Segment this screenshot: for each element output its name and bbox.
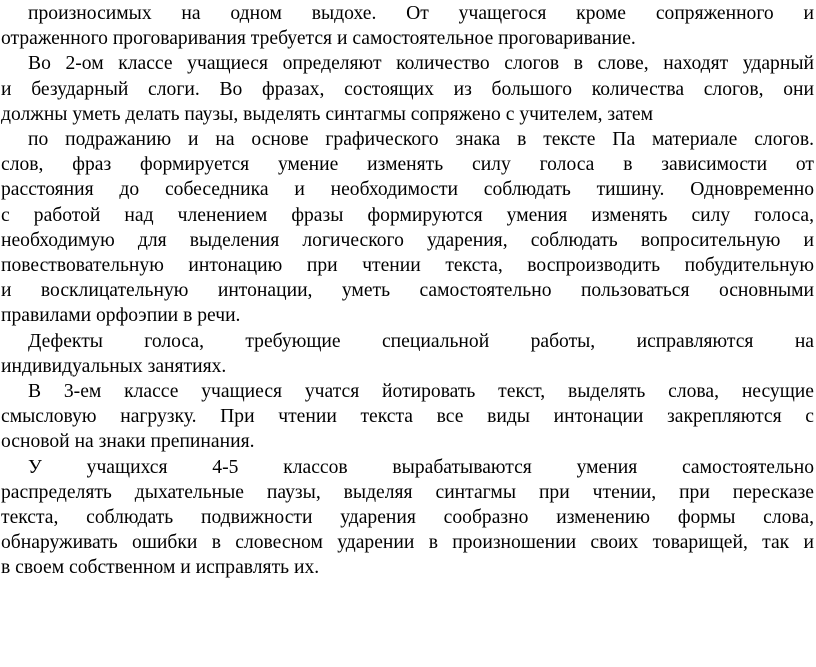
text-line: текста, соблюдать подвижности ударения сообразно изменению формы слова, [1, 507, 814, 528]
text-line: с работой над членением фразы формируются умения изменять силу голоса, [1, 204, 814, 226]
text-line: и восклицательную интонации, уметь самостоятельно пользоваться основными [1, 280, 814, 302]
text-line: слов, фраз формируется умение изменять силу голоса в зависимости от [1, 154, 814, 176]
text-line: произносимых на одном выдохе. От учащегося кроме сопряженного и [28, 3, 814, 24]
text-line: Во 2-ом классе учащиеся определяют количество слогов в слове, находят ударный [28, 53, 814, 75]
text-line: распределять дыхательные паузы, выделяя синтагмы при чтении, при пересказе [1, 481, 814, 503]
text-line: обнаруживать ошибки в словесном ударении в произношении своих товарищей, так и [1, 532, 814, 554]
text-line: и безударный слоги. Во фразах, состоящих из большого количества слогов, они [1, 78, 814, 100]
text-line: смысловую нагрузку. При чтении текста все виды интонации закрепляются с [1, 406, 814, 428]
text-line: должны уметь делать паузы, выделять синтагмы сопряжено с учителем, затем [1, 103, 653, 125]
text-line: В 3-ем классе учащиеся учатся йотировать текст, выделять слова, несущие [28, 381, 814, 402]
text-line: повествовательную интонацию при чтении текста, воспроизводить побудительную [1, 255, 814, 276]
text-line: в своем собственном и исправлять их. [1, 557, 320, 579]
text-line: основой на знаки препинания. [1, 431, 255, 453]
text-line: У учащихся 4-5 классов вырабатываются умения самостоятельно [28, 456, 814, 478]
text-line: расстояния до собеседника и необходимости соблюдать тишину. Одновременно [1, 179, 814, 201]
text-line: индивидуальных занятиях. [1, 355, 227, 377]
text-line: правилами орфоэпии в речи. [1, 305, 241, 327]
text-line: по подражанию и на основе графического знака в тексте Па материале слогов. [28, 129, 814, 150]
text-line: необходимую для выделения логического ударения, соблюдать вопросительную и [1, 229, 814, 251]
text-line: Дефекты голоса, требующие специальной работы, исправляются на [28, 330, 814, 352]
text-line: отраженного проговаривания требуется и самостоятельное проговаривание. [1, 28, 636, 50]
